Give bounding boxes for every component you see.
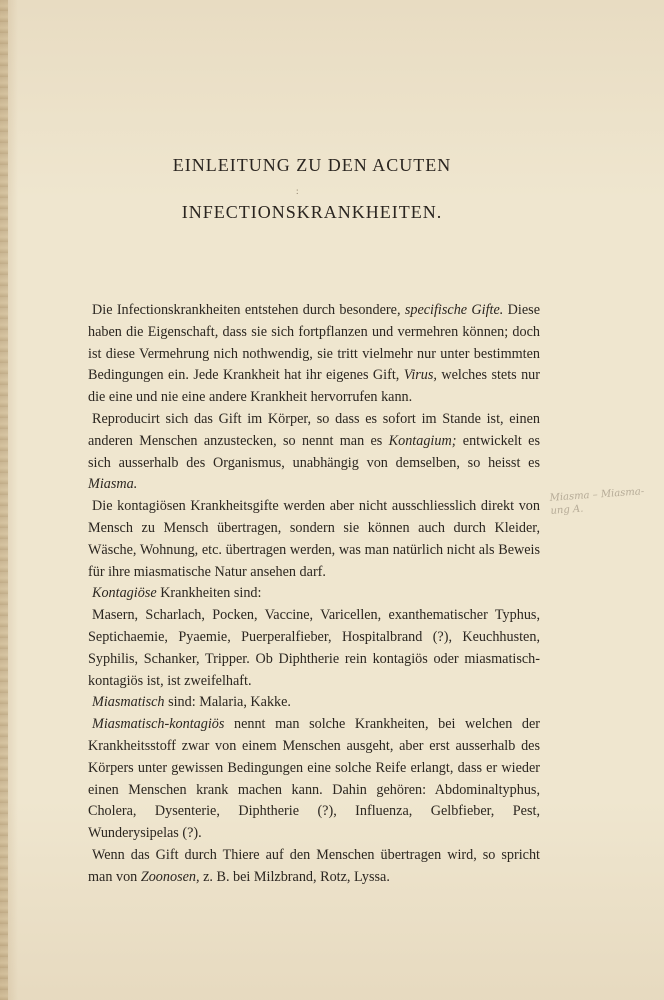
text-span: Diese haben die Eigenschaft, dass sie sich fortpflanzen und vermehren können; doch ist diese Vermehrung nich nothwendig, sie tritt vielmehr nur unter bestimmten Bedingungen ein. Jede Krankheit hat ihr eigenes Gift, xyxy=(88,302,540,384)
emphasis: specifische Gifte. xyxy=(404,302,504,318)
handwritten-margin-note: Miasma – Miasma-ung A. xyxy=(549,486,645,517)
emphasis: Miasma. xyxy=(88,476,138,493)
paragraph-8 xyxy=(88,845,540,889)
paragraph-2 xyxy=(88,409,540,496)
paragraph-5 xyxy=(88,605,540,692)
emphasis: Kontagiöse xyxy=(92,585,157,602)
emphasis: Virus, xyxy=(403,367,437,384)
emphasis: Miasmatisch xyxy=(92,694,165,711)
text-span: entwickelt es sich ausserhalb des Organismus, unabhängig von demselben, so heisst es xyxy=(88,432,540,471)
text-span: Reproducirt sich das Gift im Körper, so dass es sofort im Stande ist, einen anderen Menschen anzustecken, so nennt man es xyxy=(88,410,540,449)
text-span: nennt man solche Krankheiten, bei welchen der Krankheitsstoff zwar von einem Menschen ausgeht, aber erst ausserhalb des Körpers unter gewissen Bedingungen eine solche Reife erlangt, dass er wieder einen Menschen krank machen kann. Dahin gehören: Abdominaltyphus, Cholera, Dysenterie, Diphtherie (?), Influenza, Gelbfieber, Pest, Wunderysipelas (?). xyxy=(88,716,540,842)
ornament-dot: : xyxy=(296,186,299,196)
paragraph-4 xyxy=(88,583,540,605)
page-binding-edge xyxy=(0,0,8,1000)
chapter-title-line2: INFECTIONSKRANKHEITEN. xyxy=(181,202,443,222)
text-span: Die Infectionskrankheiten entstehen durch besondere, xyxy=(92,302,405,318)
text-span: Krankheiten sind: xyxy=(156,585,262,602)
text-span: Masern, Scharlach, Pocken, Vaccine, Varicellen, exanthematischer Typhus, Septichaemie, Pyaemie, Puerperalfieber, Hospitalbrand (?), Keuchhusten, Syphilis, Schanker, Tripper. Ob Diphtherie rein kontagiös oder miasmatisch-kontagiös ist, ist zweifelhaft. xyxy=(88,607,540,689)
text-span: Wenn das Gift durch Thiere auf den Menschen übertragen wird, so spricht man von xyxy=(88,846,540,885)
paragraph-1 xyxy=(88,300,540,409)
paragraph-3 xyxy=(88,496,540,583)
text-span: z. B. bei Milzbrand, Rotz, Lyssa. xyxy=(199,868,390,885)
text-span: Die kontagiösen Krankheitsgifte werden aber nicht ausschliesslich direkt von Mensch zu Mensch übertragen, sondern sie können auch durch Kleider, Wäsche, Wohnung, etc. übertragen werden, was man natürlich nicht als Beweis für ihre miasmatische Natur ansehen darf. xyxy=(88,498,540,580)
emphasis: Zoonosen, xyxy=(140,868,200,885)
paragraph-7 xyxy=(88,714,540,845)
paragraph-6 xyxy=(88,692,540,714)
text-span: sind: Malaria, Kakke. xyxy=(164,694,291,711)
chapter-title-line1: EINLEITUNG ZU DEN ACUTEN xyxy=(172,155,452,175)
text-span: welches stets nur die eine und nie eine andere Krankheit hervorrufen kann. xyxy=(88,367,540,406)
chapter-body xyxy=(88,300,540,889)
emphasis: Kontagium; xyxy=(388,432,457,449)
emphasis: Miasmatisch-kontagiös xyxy=(92,716,225,733)
